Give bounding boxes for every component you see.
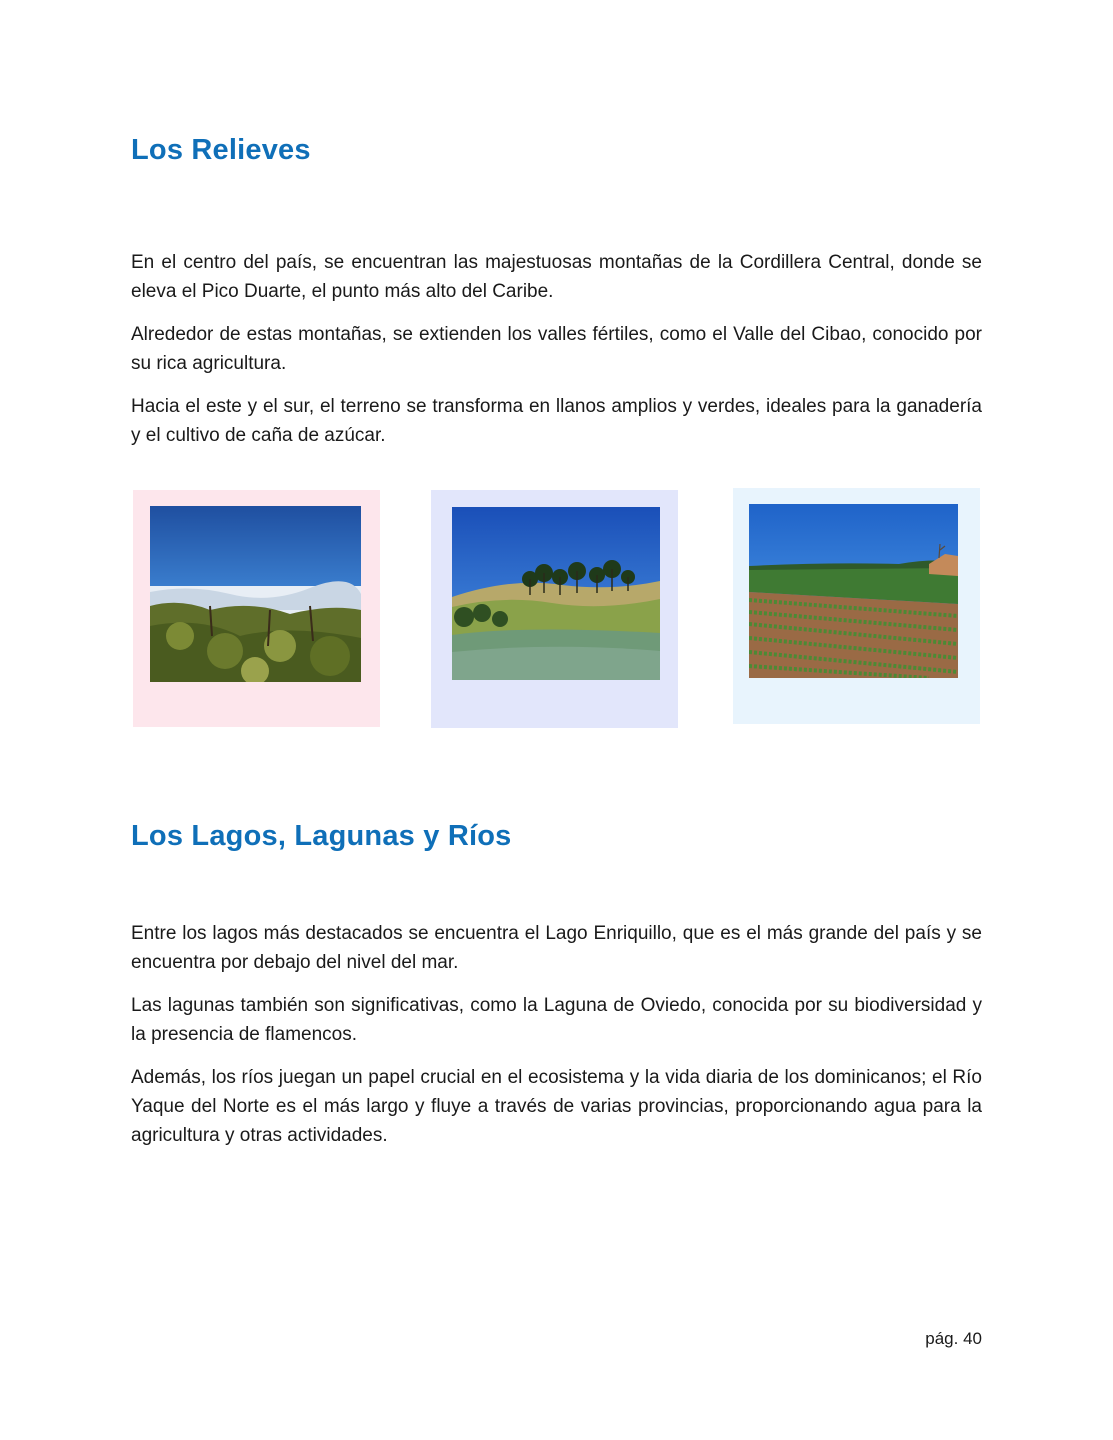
paragraph: En el centro del país, se encuentran las majestuosas montañas de la Cordillera Central, donde se eleva el Pico Duarte, el punto más alto del Caribe. bbox=[131, 252, 982, 302]
paragraph: Además, los ríos juegan un papel crucial en el ecosistema y la vida diaria de los dominicanos; el Río Yaque del Norte es el más largo y fluye a través de varias provincias, proporcionando agua para la agricultura y otras actividades. bbox=[131, 1067, 982, 1146]
photo-frame bbox=[431, 490, 678, 728]
paragraph: Hacia el este y el sur, el terreno se transforma en llanos amplios y verdes, ideales para la ganadería y el cultivo de caña de azúcar. bbox=[131, 396, 982, 446]
paragraph: Entre los lagos más destacados se encuentra el Lago Enriquillo, que es el más grande del país y se encuentra por debajo del nivel del mar. bbox=[131, 923, 982, 973]
paragraph: Las lagunas también son significativas, como la Laguna de Oviedo, conocida por su biodiversidad y la presencia de flamencos. bbox=[131, 995, 982, 1045]
page-number: pág. 40 bbox=[925, 1329, 982, 1348]
section-title-relieves: Los Relieves bbox=[131, 134, 311, 166]
paragraph: Alrededor de estas montañas, se extienden los valles fértiles, como el Valle del Cibao, conocido por su rica agricultura. bbox=[131, 324, 982, 374]
farm-field-photo bbox=[749, 504, 958, 678]
photo-frame bbox=[733, 488, 980, 724]
photo-frame bbox=[133, 490, 380, 727]
section-title-lagos: Los Lagos, Lagunas y Ríos bbox=[131, 820, 512, 852]
hillside-pines-photo bbox=[452, 507, 660, 680]
mountain-clouds-photo bbox=[150, 506, 361, 682]
